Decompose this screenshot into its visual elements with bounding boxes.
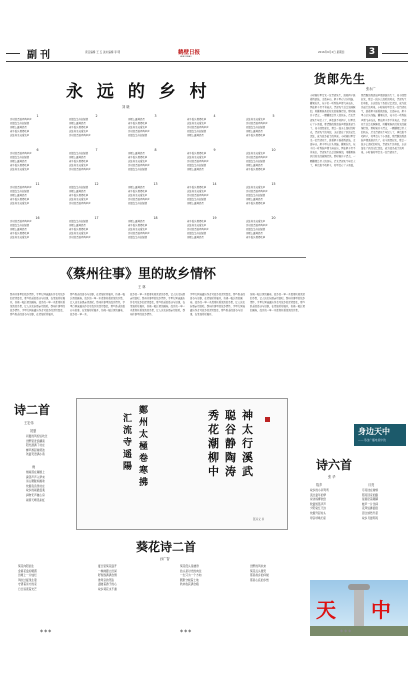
village-section	[10, 216, 65, 240]
village-section-text: 远处传来孩童笑声 乡村的清晨鸡鸣声声 炊烟袅袅升起屋顶 田埂上露珠晶莹 老牛低头慢慢吃草	[246, 220, 268, 239]
village-section-number: 19	[212, 216, 217, 220]
village-section	[187, 148, 242, 172]
caizhou-col-1: 蔡州往事里的故乡情怀，字里行间流露出作者对故乡的深切眷恋，那些熟悉的街巷与旧事，在笔端缓缓展开，仿佛一幅泛黄的画卷。故乡的一草一木都寄托着浓浓的乡愁，让人读来倍感亲切温暖。蔡州往事里的故乡情怀，字里行间流露出作者对故乡的深切眷恋，那些熟悉的街巷与旧事，在笔端缓缓展开。	[10, 293, 65, 317]
village-section-number: 20	[271, 216, 276, 220]
village-section-text: 乡村的清晨鸡鸣声声 炊烟袅袅升起屋顶 田埂上露珠晶莹 老牛低头慢慢吃草 远处传来孩童笑声	[10, 118, 32, 137]
caizhou-title: 《蔡州往事》里的故乡情怀	[60, 267, 217, 282]
village-section-text: 远处传来孩童笑声 乡村的清晨鸡鸣声声 炊烟袅袅升起屋顶 田埂上露珠晶莹 老牛低头慢慢吃草	[246, 186, 268, 205]
village-section-text: 田埂上露珠晶莹 老牛低头慢慢吃草 远处传来孩童笑声 乡村的清晨鸡鸣声声 炊烟袅袅升起屋顶	[128, 186, 150, 205]
village-article	[10, 64, 306, 254]
village-section-number: 18	[153, 216, 158, 220]
village-section-text: 老牛低头慢慢吃草 远处传来孩童笑声 乡村的清晨鸡鸣声声 炊烟袅袅升起屋顶 田埂上露珠晶莹	[187, 118, 209, 137]
dateline: 2016年6月2日 星期四	[318, 51, 345, 54]
village-section-number: 16	[35, 216, 40, 220]
village-section	[69, 216, 124, 240]
caizhou-col-3: 故乡的一草一木都寄托着浓浓的乡愁，让人读来倍感亲切温暖。蔡州往事里的故乡情怀，字里行间流露出作者对故乡的深切眷恋，那些熟悉的街巷与旧事，在笔端缓缓展开，仿佛一幅泛黄的画卷。故乡的一草一木都寄托着浓浓的乡愁，让人读来倍感亲切温暖，蔡州往事里的故乡情怀。	[130, 293, 185, 317]
village-section-number: 13	[153, 182, 158, 186]
village-byline: 刘 晓	[122, 105, 130, 109]
header-rule-right	[382, 53, 408, 54]
village-section-number: 15	[271, 182, 276, 186]
village-title: 永 远 的 乡 村	[66, 82, 211, 102]
village-section	[128, 114, 183, 138]
village-section-number: 5	[272, 114, 275, 118]
village-section	[69, 114, 124, 138]
village-section	[246, 148, 301, 172]
sunflower-col-4: 田野的风吹来 葵花点头微笑 那是故乡的问候 那是心底的乡愁	[250, 564, 269, 582]
six-poems-label-2: 月亮	[368, 483, 375, 487]
village-section-text: 乡村的清晨鸡鸣声声 炊烟袅袅升起屋顶 田埂上露珠晶莹 老牛低头慢慢吃草 远处传来孩童笑声	[10, 220, 32, 239]
two-poems-label-1: 初夏	[30, 429, 37, 433]
village-section-number: 11	[35, 182, 40, 186]
header-bottom-rule	[6, 61, 408, 62]
two-poems-title: 诗二首	[14, 403, 51, 417]
page-header	[0, 46, 415, 60]
calligraphy-col-2: 聪 谷 静 陶 涛	[225, 409, 236, 478]
header-rule-left	[6, 53, 20, 54]
sunflower-title: 葵花诗二首	[136, 540, 197, 554]
calligraphy-col-1: 神 太 行 溪 武	[242, 409, 253, 478]
village-section	[128, 216, 183, 240]
peddler-article	[310, 64, 408, 424]
village-section	[128, 182, 183, 206]
page-number	[366, 46, 378, 58]
village-section-text: 炊烟袅袅升起屋顶 田埂上露珠晶莹 老牛低头慢慢吃草 远处传来孩童笑声 乡村的清晨鸡鸣声声	[69, 186, 91, 205]
village-section-text: 远处传来孩童笑声 乡村的清晨鸡鸣声声 炊烟袅袅升起屋顶 田埂上露珠晶莹 老牛低头慢慢吃草	[246, 118, 268, 137]
six-poems-text-2: 月亮挂在树梢 照亮回家的路 星星眨着眼睛 蛙声一片田间 夜风轻拂面庞 思念悄然升起 故乡月最明亮	[362, 488, 379, 520]
village-section	[187, 216, 242, 240]
banner-image	[310, 580, 408, 636]
village-section	[10, 114, 65, 138]
header-meta-left: 责任编辑 王 五 美术编辑 李 明	[85, 51, 121, 54]
village-section	[10, 148, 65, 172]
village-section-number: 8	[154, 148, 157, 152]
sunflower-byline: 孙广智	[160, 557, 170, 561]
peddler-col-2: 那清脆的拨浪鼓声便渐渐消失了。如今回想起来，那是一段多么温暖的时光，货郎先生的身影，永远留在了我的记忆深处，成为故乡最美的风景。小时候村里常来一位货郎先生，挑着担子摇着拨浪鼓，走街串巷。担子里有针头线脑、糖果玩具，孩子们一听到鼓声便飞奔而出，围在担子旁不肯离去。货郎先生总是笑眯眯的，用糖果换我们捡来的破铜烂铁。那时候日子清苦，一颗糖便是莫大的快乐。后来货郎先生年纪大了，再也挑不动担子，村里也有了小卖部，那清脆的拨浪鼓声便渐渐消失了。如今回想起来，那是一段多么温暖的时光，货郎先生的身影，永远留在了我的记忆深处，成为故乡最美的风景。小时候村里常来一位货郎先生。	[361, 94, 407, 155]
calligraphy-seal	[265, 417, 270, 422]
badge-sub: ——寻找广播电视中的	[358, 438, 386, 442]
sunflower-col-3: 葵花低头是谦逊 抬头是对光的向往 一生只为一个方向 默默守候着土地 秋来收获满仓粮	[180, 564, 202, 587]
two-poems-byline: 王宏伟	[24, 421, 34, 425]
village-section-text: 炊烟袅袅升起屋顶 田埂上露珠晶莹 老牛低头慢慢吃草 远处传来孩童笑声 乡村的清晨鸡鸣声声	[69, 118, 91, 137]
peddler-col-1: 小时候村里常来一位货郎先生，挑着担子摇着拨浪鼓，走街串巷。担子里有针头线脑、糖果玩具，孩子们一听到鼓声便飞奔而出，围在担子旁不肯离去。货郎先生总是笑眯眯的，用糖果换我们捡来的破铜烂铁。那时候日子清苦，一颗糖便是莫大的快乐。后来货郎先生年纪大了，再也挑不动担子，村里也有了小卖部，那清脆的拨浪鼓声便渐渐消失了。如今回想起来，那是一段多么温暖的时光，货郎先生的身影，永远留在了我的记忆深处，成为故乡最美的风景。小时候村里常来一位货郎先生，挑着担子摇着拨浪鼓，走街串巷。担子里有针头线脑、糖果玩具，孩子们一听到鼓声便飞奔而出，围在担子旁不肯离去。货郎先生总是笑眯眯的，用糖果换我们捡来的破铜烂铁。那时候日子清苦，一颗糖便是莫大的快乐。后来货郎先生年纪大了，再也挑不动担子，村里也有了小卖部。	[310, 94, 356, 167]
village-section-number: 17	[94, 216, 99, 220]
calligraphy-col-5: 汇 流 寺 遥 陽	[123, 414, 133, 472]
banner-text: 天 中	[316, 598, 405, 622]
village-section	[246, 182, 301, 206]
village-section-number: 3	[154, 114, 157, 118]
village-section	[187, 114, 242, 138]
village-section-number: 6	[36, 148, 39, 152]
village-section	[128, 148, 183, 172]
banner-pillar-top	[348, 584, 370, 590]
village-section-number: 2	[95, 114, 98, 118]
masthead: 鹤壁日报	[178, 50, 201, 56]
caizhou-article	[10, 260, 306, 395]
sunflower-article	[10, 538, 306, 628]
village-section-number: 9	[213, 148, 216, 152]
peddler-byline: 张永广	[366, 87, 376, 91]
village-section-number: 4	[213, 114, 216, 118]
village-section	[69, 182, 124, 206]
six-poems-article	[310, 456, 408, 576]
caizhou-col-5: 仿佛一幅泛黄的画卷。故乡的一草一木都寄托着浓浓的乡愁，让人读来倍感亲切温暖。蔡州往事里的故乡情怀，字里行间流露出作者对故乡的深切眷恋，那些熟悉的街巷与旧事，在笔端缓缓展开，仿佛一幅泛黄的画卷，故乡的一草一木都寄托着浓浓的乡愁。	[250, 293, 305, 313]
village-section-number: 1	[36, 114, 39, 118]
caizhou-col-2: 那些熟悉的街巷与旧事，在笔端缓缓展开，仿佛一幅泛黄的画卷。故乡的一草一木都寄托着浓浓的乡愁，让人读来倍感亲切温暖。蔡州往事里的故乡情怀，字里行间流露出作者对故乡的深切眷恋，那些熟悉的街巷与旧事，在笔端缓缓展开，仿佛一幅泛黄的画卷，故乡的一草一木。	[70, 293, 125, 317]
six-poems-text-1: 故乡的小河弯弯 流过童年的梦 岸边杨柳依依 牧童短笛声声 夕阳染红天边 炊烟升起村头 母亲呼唤归家	[310, 488, 329, 520]
village-section-text: 乡村的清晨鸡鸣声声 炊烟袅袅升起屋顶 田埂上露珠晶莹 老牛低头慢慢吃草 远处传来孩童笑声	[10, 152, 32, 171]
badge-main: 身边天中	[358, 426, 390, 436]
village-section-number: 14	[212, 182, 217, 186]
village-section	[69, 148, 124, 172]
village-section-text: 田埂上露珠晶莹 老牛低头慢慢吃草 远处传来孩童笑声 乡村的清晨鸡鸣声声 炊烟袅袅升起屋顶	[128, 220, 150, 239]
village-bottom-rule	[10, 257, 306, 258]
village-section-text: 老牛低头慢慢吃草 远处传来孩童笑声 乡村的清晨鸡鸣声声 炊烟袅袅升起屋顶 田埂上露珠晶莹	[187, 220, 209, 239]
six-poems-title: 诗六首	[316, 458, 353, 472]
village-section-text: 炊烟袅袅升起屋顶 田埂上露珠晶莹 老牛低头慢慢吃草 远处传来孩童笑声 乡村的清晨鸡鸣声声	[69, 220, 91, 239]
footer-ornament-center: ◆◆◆	[180, 628, 193, 633]
sunflower-col-2: 夏日里葵花盛开 一株株挺立田间 籽粒饱满满含情 像母亲的笑脸 温暖着游子的心 故乡葵花永不谢	[98, 564, 117, 591]
feature-badge	[354, 424, 406, 446]
six-poems-label-1: 故乡	[316, 483, 323, 487]
village-section-text: 田埂上露珠晶莹 老牛低头慢慢吃草 远处传来孩童笑声 乡村的清晨鸡鸣声声 炊烟袅袅升起屋顶	[128, 152, 150, 171]
two-poems-text-2: 细雨落在屋檐上 滴答声声入梦来 远山朦胧如画卷 炊烟袅袅绕村庄 故乡的雨最温柔 润物无声暖心房 雨停天晴见彩虹	[26, 470, 45, 502]
two-poems-text-1: 初夏的风轻轻吹过 田野里麦浪翻滚 阳光洒满了村庄 蝉声渐起树荫浓 孩童笑语满小巷	[26, 434, 48, 457]
village-section	[10, 182, 65, 206]
calligraphy-col-3: 秀 花 潮 柳 中	[208, 409, 219, 478]
banner-ground	[310, 626, 408, 636]
section-title: 副刊	[27, 50, 53, 61]
header-meta-center: HEBI RIBAO	[180, 56, 192, 58]
village-section-text: 老牛低头慢慢吃草 远处传来孩童笑声 乡村的清晨鸡鸣声声 炊烟袅袅升起屋顶 田埂上露珠晶莹	[187, 152, 209, 171]
village-section-number: 12	[94, 182, 99, 186]
footer-ornament-left: ◆◆◆	[40, 628, 53, 633]
six-poems-byline: 张 华	[328, 475, 336, 479]
peddler-title: 货郎先生	[314, 72, 367, 86]
sunflower-col-1: 葵花向阳而生 金黄花盘迎朝霞 田埂上一片灿烂 风吹过摇曳生姿 守望着远方的家 日日追逐着光芒	[18, 564, 37, 591]
village-section-text: 乡村的清晨鸡鸣声声 炊烟袅袅升起屋顶 田埂上露珠晶莹 老牛低头慢慢吃草 远处传来孩童笑声	[10, 186, 32, 205]
calligraphy-frame	[76, 398, 288, 530]
caizhou-byline: 王 林	[138, 285, 146, 289]
village-section-text: 田埂上露珠晶莹 老牛低头慢慢吃草 远处传来孩童笑声 乡村的清晨鸡鸣声声 炊烟袅袅升起屋顶	[128, 118, 150, 137]
village-section	[187, 182, 242, 206]
page-number-text: 3	[368, 47, 376, 57]
calligraphy-col-4: 鄭 州 太 極 卷 寒 拂	[139, 406, 149, 488]
village-section	[246, 114, 301, 138]
village-section	[246, 216, 301, 240]
calligraphy-caption: 张兴义 书	[253, 518, 265, 521]
village-section-text: 远处传来孩童笑声 乡村的清晨鸡鸣声声 炊烟袅袅升起屋顶 田埂上露珠晶莹 老牛低头慢慢吃草	[246, 152, 268, 171]
village-section-text: 炊烟袅袅升起屋顶 田埂上露珠晶莹 老牛低头慢慢吃草 远处传来孩童笑声 乡村的清晨鸡鸣声声	[69, 152, 91, 171]
footer-ornament-right: ◆◆◆	[340, 628, 353, 633]
two-poems-article	[10, 398, 72, 536]
two-poems-label-2: 雨	[32, 465, 36, 469]
village-poem-grid	[10, 114, 306, 252]
caizhou-col-4: 字里行间流露出作者对故乡的深切眷恋，那些熟悉的街巷与旧事，在笔端缓缓展开，仿佛一幅泛黄的画卷。故乡的一草一木都寄托着浓浓的乡愁，让人读来倍感亲切温暖。蔡州往事里的故乡情怀，字里行间流露出作者对故乡的深切眷恋，那些熟悉的街巷与旧事，在笔端缓缓展开。	[190, 293, 245, 317]
village-section-number: 10	[271, 148, 276, 152]
village-section-number: 7	[95, 148, 98, 152]
village-section-text: 老牛低头慢慢吃草 远处传来孩童笑声 乡村的清晨鸡鸣声声 炊烟袅袅升起屋顶 田埂上露珠晶莹	[187, 186, 209, 205]
